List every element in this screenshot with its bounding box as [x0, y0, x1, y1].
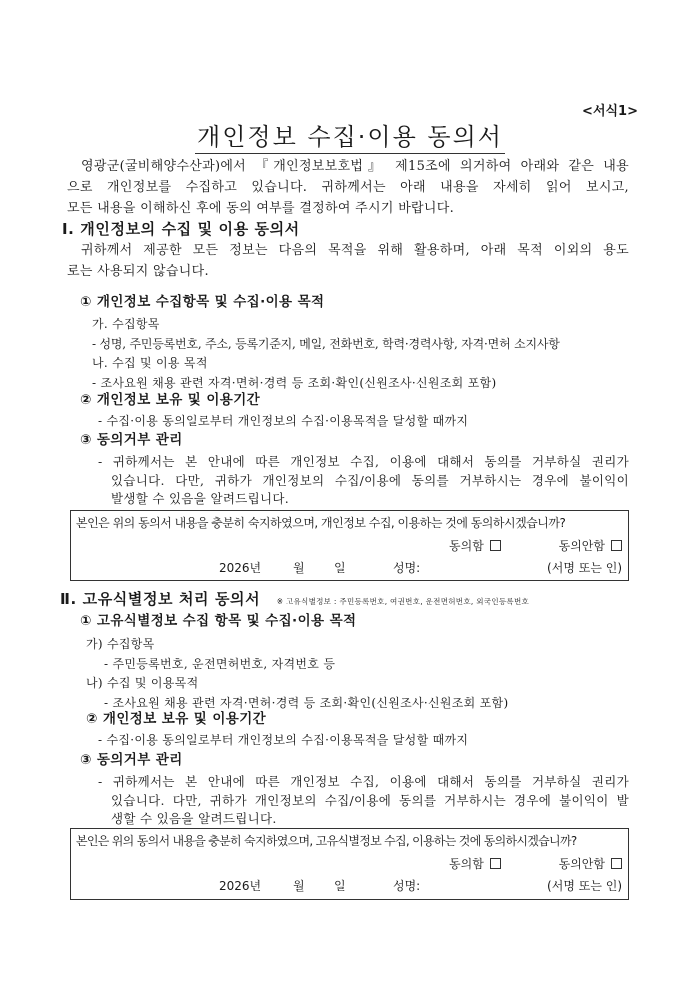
section2-item1-sub-b: 나) 수집 및 이용목적	[86, 676, 199, 690]
section2-item3-detail-3: 생할 수 있음을 알려드립니다.	[111, 811, 277, 826]
intro-line-2: 으로 개인정보를 수집하고 있습니다. 귀하께서는 아래 내용을 자세히 읽어 보시고,	[67, 180, 629, 195]
signature-row-2	[71, 877, 622, 893]
section1-item1-sub-a: 가. 수집항목	[92, 317, 160, 331]
section2-item1-sub-a-detail: - 주민등록번호, 운전면허번호, 자격번호 등	[104, 657, 336, 671]
section1-item3-detail-3: 발생할 수 있음을 알려드립니다.	[111, 491, 289, 506]
section1-item2-detail: - 수집·이용 동의일로부터 개인정보의 수집·이용목적을 달성할 때까지	[98, 414, 469, 428]
signature-name-label-1[interactable]: 성명:	[393, 561, 421, 575]
intro-line-1: 영광군(굴비해양수산과)에서 『개인정보보호법』 제15조에 의거하여 아래와 같은 내용	[81, 159, 629, 174]
document-title: 개인정보 수집·이용 동의서	[195, 122, 505, 154]
section2-heading-row	[60, 591, 529, 610]
agree-checkbox-1[interactable]	[490, 540, 501, 551]
disagree-label-1: 동의안함	[558, 539, 605, 553]
section2-item2-detail: - 수집·이용 동의일로부터 개인정보의 수집·이용목적을 달성할 때까지	[98, 733, 469, 747]
section1-item1-sub-b-detail: - 조사요원 채용 관련 자격·면허·경력 등 조회·확인(신원조사·신원조회 포함)	[92, 376, 497, 390]
section1-heading: Ⅰ. 개인정보의 수집 및 이용 동의서	[62, 220, 300, 238]
consent-question-1: 본인은 위의 동의서 내용을 충분히 숙지하였으며, 개인정보 수집, 이용하는 것에 동의하시겠습니까?	[76, 516, 566, 530]
section2-heading: Ⅱ. 고유식별정보 처리 동의서	[60, 590, 261, 608]
form-number: <서식1>	[582, 104, 638, 119]
intro-line-3: 모든 내용을 이해하신 후에 동의 여부를 결정하여 주시기 바랍니다.	[67, 201, 455, 216]
agree-checkbox-2[interactable]	[490, 858, 501, 869]
section1-item3-heading: ③ 동의거부 관리	[80, 432, 183, 448]
section1-item3-detail-2: 있습니다. 다만, 귀하가 개인정보의 수집/이용에 동의를 거부하시는 경우에 불이익이	[111, 473, 629, 488]
agree-option-1[interactable]	[443, 537, 501, 554]
section2-item2-heading: ② 개인정보 보유 및 이용기간	[86, 711, 267, 727]
signature-sign-label-2: (서명 또는 인)	[547, 879, 622, 893]
consent-options-2	[437, 855, 622, 872]
document-title-wrap	[0, 122, 700, 154]
consent-question-2: 본인은 위의 동의서 내용을 충분히 숙지하였으며, 고유식별정보 수집, 이용하는 것에 동의하시겠습니까?	[76, 834, 577, 848]
signature-row-1	[71, 559, 622, 575]
section2-item1-sub-a: 가) 수집항목	[86, 637, 155, 651]
section1-item1-heading: ① 개인정보 수집항목 및 수집·이용 목적	[80, 294, 325, 310]
section1-body-line-2: 로는 사용되지 않습니다.	[67, 264, 209, 279]
section1-item3-detail-1: - 귀하께서는 본 안내에 따른 개인정보 수집, 이용에 대해서 동의를 거부하실 권리가	[98, 454, 629, 469]
consent-box-2	[70, 828, 629, 900]
disagree-checkbox-1[interactable]	[611, 540, 622, 551]
signature-year-2: 2026년	[219, 879, 262, 893]
section1-item1-sub-b: 나. 수집 및 이용 목적	[92, 356, 208, 370]
section2-item1-heading: ① 고유식별정보 수집 항목 및 수집·이용 목적	[80, 613, 357, 629]
signature-month-2[interactable]: 월	[293, 879, 305, 893]
section2-item1-sub-b-detail: - 조사요원 채용 관련 자격·면허·경력 등 조회·확인(신원조사·신원조회 포함)	[104, 696, 509, 710]
disagree-option-1[interactable]	[553, 537, 622, 554]
section2-note: ※ 고유식별정보 : 주민등록번호, 여권번호, 운전면허번호, 외국인등록번호	[276, 597, 530, 606]
signature-day-1[interactable]: 일	[334, 561, 346, 575]
signature-month-1[interactable]: 월	[293, 561, 305, 575]
section2-item3-detail-2: 있습니다. 다만, 귀하가 개인정보의 수집/이용에 동의를 거부하시는 경우에 불이익이 발	[111, 793, 629, 808]
agree-label-1: 동의함	[449, 539, 484, 553]
section2-item3-heading: ③ 동의거부 관리	[80, 752, 183, 768]
agree-label-2: 동의함	[449, 857, 484, 871]
consent-options-1	[437, 537, 622, 554]
signature-name-label-2[interactable]: 성명:	[393, 879, 421, 893]
signature-sign-label-1: (서명 또는 인)	[547, 561, 622, 575]
section1-body-line-1: 귀하께서 제공한 모든 정보는 다음의 목적을 위해 활용하며, 아래 목적 이외의 용도	[81, 243, 629, 258]
disagree-label-2: 동의안함	[558, 857, 605, 871]
signature-year-1: 2026년	[219, 561, 262, 575]
section1-item1-sub-a-detail: - 성명, 주민등록번호, 주소, 등록기준지, 메일, 전화번호, 학력·경력사항, 자격·면허 소지사항	[92, 337, 560, 351]
section2-item3-detail-1: - 귀하께서는 본 안내에 따른 개인정보 수집, 이용에 대해서 동의를 거부하실 권리가	[98, 774, 629, 789]
signature-day-2[interactable]: 일	[334, 879, 346, 893]
consent-box-1	[70, 510, 629, 581]
section1-item2-heading: ② 개인정보 보유 및 이용기간	[80, 392, 261, 408]
disagree-checkbox-2[interactable]	[611, 858, 622, 869]
agree-option-2[interactable]	[443, 855, 501, 872]
disagree-option-2[interactable]	[553, 855, 622, 872]
